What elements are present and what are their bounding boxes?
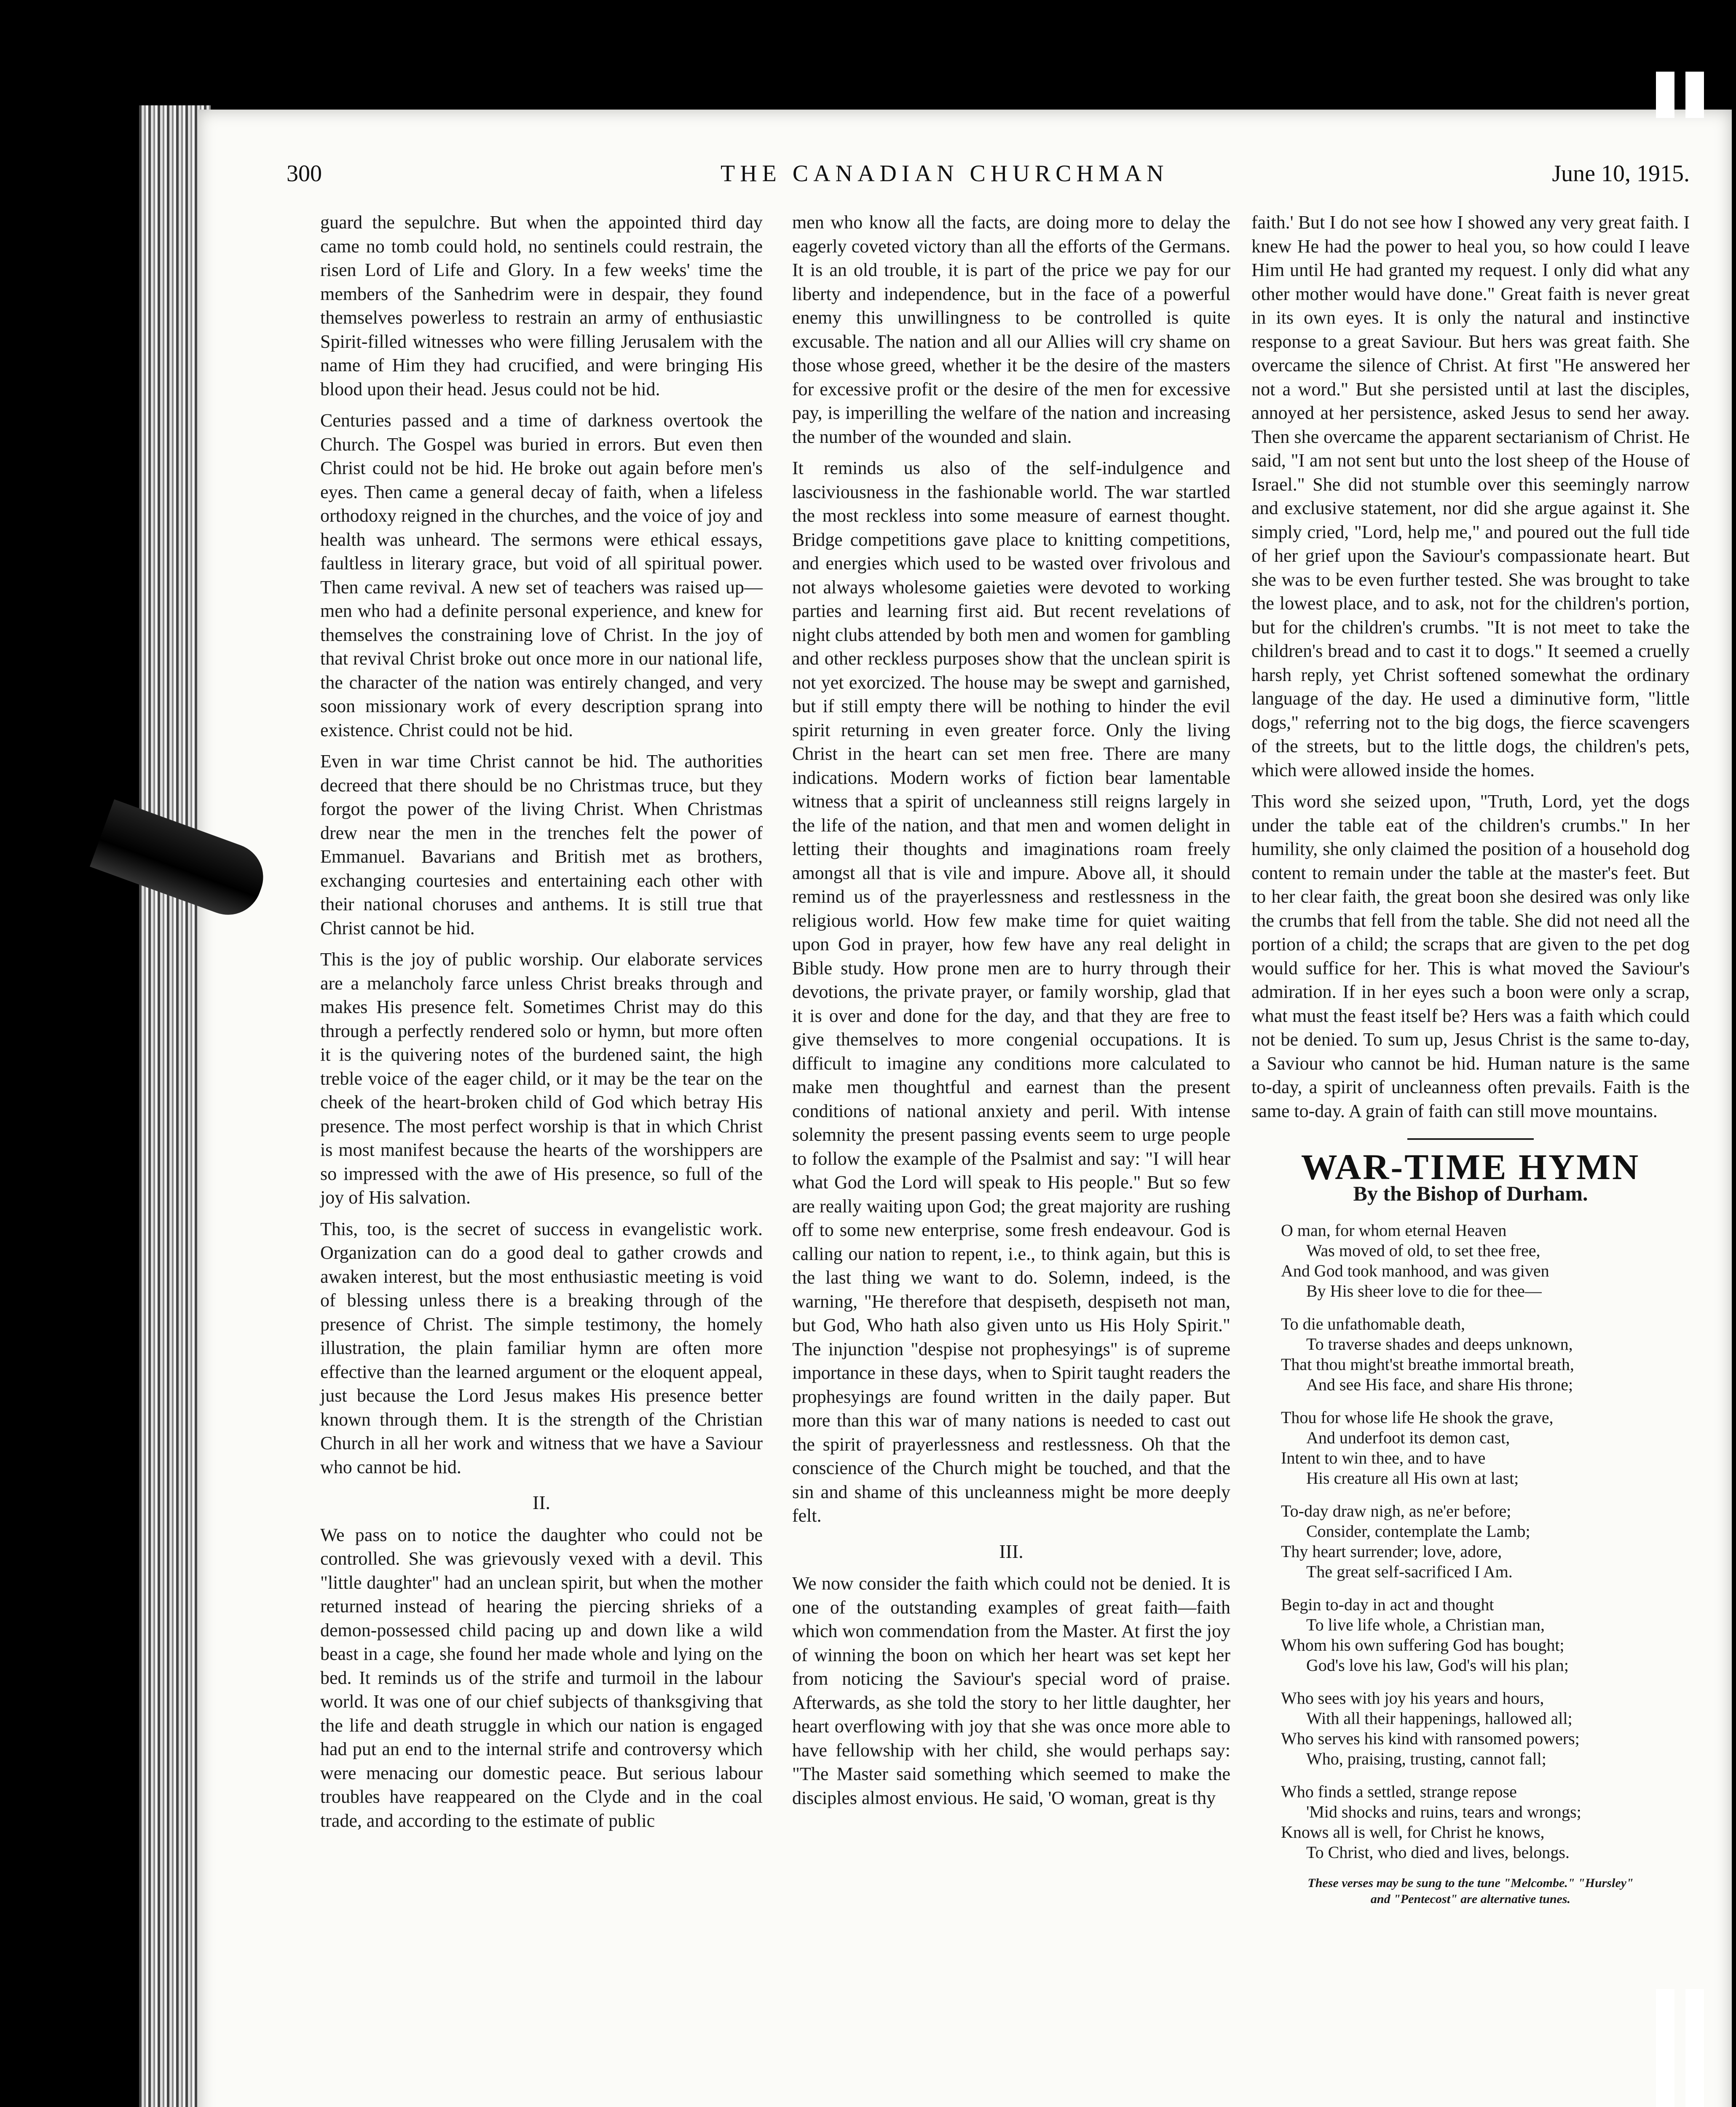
hymn-line: To Christ, who died and lives, belongs.	[1306, 1843, 1570, 1862]
hymn-line: Who, praising, trusting, cannot fall;	[1306, 1749, 1546, 1768]
hymn-line: Knows all is well, for Christ he knows,	[1281, 1823, 1545, 1842]
hymn-line: Was moved of old, to set thee free,	[1306, 1241, 1540, 1260]
crop-mark	[1656, 1989, 1674, 2107]
hymn-author: By the Bishop of Durham.	[1353, 1181, 1588, 1205]
paragraph: men who know all the facts, are doing more to delay the eagerly coveted victory than all the efforts of the Germans. It is an old trouble, it is part of the price we pay for our liberty and independence, but in the face of a powerful enemy this unwillingness to be controlled is quite excusable. The nation and all our Allies will cry shame on those whose greed, whether it be the desire of the masters for excessive profit or the desire of the men for excessive pay, is imperilling the welfare of the nation and increasing the number of the wounded and slain.	[792, 212, 1230, 447]
paragraph: We now consider the faith which could not be denied. It is one of the outstanding examples of great faith—faith which won commendation from the Master. At first the joy of winning the boon on which her heart was set kept her from noticing the Saviour's special word of praise. Afterwards, as she told the story to her little daughter, her heart overflowing with joy that she was once more able to have fellowship with her child, she would perhaps say: "The Master said something which seemed to make the disciples almost envious. He said, 'O woman, great is thy	[792, 1573, 1230, 1808]
hymn-line: Who serves his kind with ransomed powers;	[1281, 1729, 1580, 1748]
issue-date: June 10, 1915.	[1552, 161, 1690, 187]
hymn-line: And see His face, and share His throne;	[1306, 1375, 1573, 1394]
page-number: 300	[287, 161, 322, 187]
hymn-line: O man, for whom eternal Heaven	[1281, 1221, 1507, 1240]
paragraph: This word she seized upon, "Truth, Lord, yet the dogs under the table eat of the children's crumbs." In her humility, she only claimed the position of a household dog content to remain under the table at the master's feet. But to her clear faith, the great boon she desired was only like the crumbs that fell from the table. She did not need all the portion of a child; the scraps that are given to the pet dog would suffice for her. This is what moved the Saviour's admiration. If in her eyes such a boon were only a scrap, what must the feast itself be? Hers was a faith which could not be denied. To sum up, Jesus Christ is the same to-day, a Saviour who cannot be hid. Human nature is the same to-day, a spirit of uncleanness often prevails. Faith is the same to-day. A grain of faith can still move mountains.	[1251, 791, 1690, 1121]
tune-note-line: and "Pentecost" are alternative tunes.	[1370, 1892, 1571, 1906]
hymn-stanza	[1281, 1595, 1690, 1675]
hymn-line: And God took manhood, and was given	[1281, 1261, 1549, 1280]
tune-note	[1251, 1875, 1690, 1907]
hymn-line: To traverse shades and deeps unknown,	[1306, 1335, 1573, 1354]
newspaper-page	[198, 110, 1732, 2107]
paragraph: This, too, is the secret of success in evangelistic work. Organization can do a good deal to gather crowds and awaken interest, but the most enthusiastic meeting is void of blessing unless there is a breaking through of the presence of Christ. The simple testimony, the homely illustration, the plain familiar hymn are often more effective than the learned argument or the eloquent appeal, just because the Lord Jesus makes His presence better known through them. It is the strength of the Christian Church in all her work and witness that we have a Saviour who cannot be hid.	[320, 1218, 763, 1477]
paragraph: faith.' But I do not see how I showed any very great faith. I knew He had the power to heal you, so how could I leave Him until He had granted my request. I only did what any other mother would have done." Great faith is never great in its own eyes. It is only the natural and instinctive response to a great Saviour. But hers was great faith. She overcame the silence of Christ. At first "He answered her not a word." But she persisted until at last the disciples, annoyed at her persistence, asked Jesus to send her away. Then she overcame the apparent sectarianism of Christ. He said, "I am not sent but unto the lost sheep of the House of Israel." She did not stumble over this seemingly narrow and exclusive statement, nor did she argue against it. She simply cried, "Lord, help me," and poured out the full tide of her grief upon the Saviour's compassionate heart. But she was to be even further tested. She was brought to take the lowest place, and to ask, not for the children's portion, but for the children's crumbs. "It is not meet to take the children's bread and to cast it to dogs." It seemed a cruelly harsh reply, yet Christ softened somewhat the ordinary language of the day. He used a diminutive form, "little dogs," referring not to the big dogs, the fierce scavengers of the streets, but to the little dogs, the children's pets, which were allowed inside the homes.	[1251, 212, 1690, 780]
hymn-stanza	[1281, 1688, 1690, 1769]
column-2	[792, 211, 1230, 1817]
hymn-line: Who sees with joy his years and hours,	[1281, 1689, 1544, 1708]
crop-mark	[1656, 72, 1674, 118]
hymn-line: By His sheer love to die for thee—	[1306, 1281, 1542, 1300]
hymn-line: 'Mid shocks and ruins, tears and wrongs;	[1306, 1802, 1581, 1821]
hymn-stanza	[1281, 1220, 1690, 1301]
hymn-stanza	[1281, 1501, 1690, 1582]
paragraph: Centuries passed and a time of darkness overtook the Church. The Gospel was buried in errors. But even then Christ could not be hid. He broke out again before men's eyes. Then came a general decay of faith, when a lifeless orthodoxy reigned in the churches, and the voice of joy and health was unheard. The sermons were ethical essays, faultless in literary grace, but void of all spiritual power. Then came revival. A new set of teachers was raised up—men who had a definite personal experience, and knew for themselves the constraining love of Christ. In the joy of that revival Christ broke out once more in our national life, the character of the nation was entirely changed, and very soon missionary work of every description sprang into existence. Christ could not be hid.	[320, 410, 763, 740]
hymn-line: Thou for whose life He shook the grave,	[1281, 1408, 1554, 1427]
crop-mark	[1685, 1989, 1704, 2107]
crop-mark	[1685, 72, 1704, 118]
hymn-stanza	[1281, 1782, 1690, 1863]
hymn-stanzas	[1251, 1220, 1690, 1863]
hymn-line: Begin to-day in act and thought	[1281, 1595, 1494, 1614]
hymn-line: To die unfathomable death,	[1281, 1314, 1465, 1333]
hymn-line: Consider, contemplate the Lamb;	[1306, 1522, 1530, 1541]
hymn-line: His creature all His own at last;	[1306, 1469, 1519, 1488]
column-1	[320, 211, 763, 1840]
tune-note-line: These verses may be sung to the tune "Melcombe." "Hursley"	[1307, 1876, 1634, 1890]
hymn-line: The great self-sacrificed I Am.	[1306, 1562, 1513, 1581]
hymn-line: And underfoot its demon cast,	[1306, 1428, 1510, 1447]
hymn-line: That thou might'st breathe immortal breath,	[1281, 1355, 1574, 1374]
paragraph: This is the joy of public worship. Our elaborate services are a melancholy farce unless Christ breaks through and makes His presence felt. Sometimes Christ may do this through a perfectly rendered solo or hymn, but more often it is the quivering notes of the burdened saint, the high treble voice of the eager child, or it may be the tear on the cheek of the heart-broken child of God which betray His presence. The most perfect worship is that in which Christ is most manifest because the hearts of the worshippers are so impressed with the awe of His presence, so full of the joy of His salvation.	[320, 949, 763, 1208]
hymn-line: To live life whole, a Christian man,	[1306, 1615, 1545, 1634]
paragraph: It reminds us also of the self-indulgence and lasciviousness in the fashionable world. The war startled the most reckless into some measure of earnest thought. Bridge competitions gave place to knitting competitions, and energies which used to be wasted over frivolous and not always wholesome gaieties were devoted to working parties and learning first aid. But recent revelations of night clubs attended by both men and women for gambling and other reckless purposes show that the unclean spirit is not yet exorcized. The house may be swept and garnished, but if still empty there will be nothing to hinder the evil spirit returning in even greater force. Only the living Christ in the heart can set men free. There are many indications. Modern works of fiction bear lamentable witness that a spirit of uncleanness still reigns largely in the life of the nation, and that men and women delight in letting their thoughts and imaginations roam freely amongst all that is vile and impure. Above all, it should remind us of the prayerlessness and restlessness in the religious world. How few make time for quiet waiting upon God in prayer, how few have any real delight in Bible study. How prone men are to hurry through their devotions, the private prayer, or family worship, glad that it is over and done for the day, and that they are free to give themselves to more congenial occupations. It is difficult to imagine any conditions more calculated to make men thoughtful and earnest than the present conditions of national anxiety and peril. With intense solemnity the present passing events seem to urge people to follow the example of the Psalmist and say: "I will hear what God the Lord will speak to His people." But so few are really waiting upon God; the great majority are rushing off to some new enterprise, some fresh endeavour. God is calling our nation to repent, i.e., to think again, but this is the last thing we want to do. Solemn, indeed, is the warning, "He therefore that despiseth, despiseth not man, but God, Who hath also given unto us His Holy Spirit." The injunction "despise not prophesyings" is of supreme importance in these days, when to Spirit taught readers the prophesyings are found written in the daily paper. But more than this war of many nations is needed to cast out the spirit of prayerlessness and restlessness. Oh that the conscience of the Church might be touched, and that the sin and shame of this uncleanness might be more deeply felt.	[792, 458, 1230, 1526]
hymn-stanza	[1281, 1314, 1690, 1395]
hymn-line: God's love his law, God's will his plan;	[1306, 1656, 1569, 1675]
hymn-title: WAR-TIME HYMN	[1301, 1147, 1640, 1187]
hymn-line: With all their happenings, hallowed all;	[1306, 1709, 1573, 1728]
section-heading: III.	[999, 1540, 1023, 1562]
hymn-line: To-day draw nigh, as ne'er before;	[1281, 1501, 1511, 1520]
divider	[1407, 1138, 1534, 1140]
hymn-stanza	[1281, 1407, 1690, 1488]
paragraph: guard the sepulchre. But when the appointed third day came no tomb could hold, no sentinels could restrain, the risen Lord of Life and Glory. In a few weeks' time the members of the Sanhedrim were in despair, they found themselves powerless to restrain an army of enthusiastic Spirit-filled witnesses who were filling Jerusalem with the name of Him they had crucified, and were bringing His blood upon their head. Jesus could not be hid.	[320, 212, 763, 399]
hymn-line: Whom his own suffering God has bought;	[1281, 1635, 1565, 1654]
column-3	[1251, 211, 1690, 1907]
hymn-line: Intent to win thee, and to have	[1281, 1448, 1486, 1467]
section-heading: II.	[532, 1492, 551, 1513]
masthead: THE CANADIAN CHURCHMAN	[721, 161, 1169, 187]
hymn-line: Who finds a settled, strange repose	[1281, 1782, 1517, 1801]
paragraph: Even in war time Christ cannot be hid. The authorities decreed that there should be no Christmas truce, but they forgot the power of the living Christ. When Christmas drew near the men in the trenches felt the power of Emmanuel. Bavarians and British met as brothers, exchanging courtesies and entertaining each other with their national choruses and anthems. It is still true that Christ cannot be hid.	[320, 751, 763, 938]
hymn-line: Thy heart surrender; love, adore,	[1281, 1542, 1502, 1561]
paragraph: We pass on to notice the daughter who could not be controlled. She was grievously vexed with a devil. This "little daughter" had an unclean spirit, but when the mother returned instead of hearing the piercing shrieks of a demon-possessed child pacing up and down like a wild beast in a cage, she found her made whole and lying on the bed. It reminds us of the strife and turmoil in the labour world. It was one of our chief subjects of thanksgiving that the life and death struggle in which our nation is engaged had put an end to the internal strife and controversy which were menacing our domestic peace. But serious labour troubles have reappeared on the Clyde and in the coal trade, and according to the estimate of public	[320, 1524, 763, 1831]
